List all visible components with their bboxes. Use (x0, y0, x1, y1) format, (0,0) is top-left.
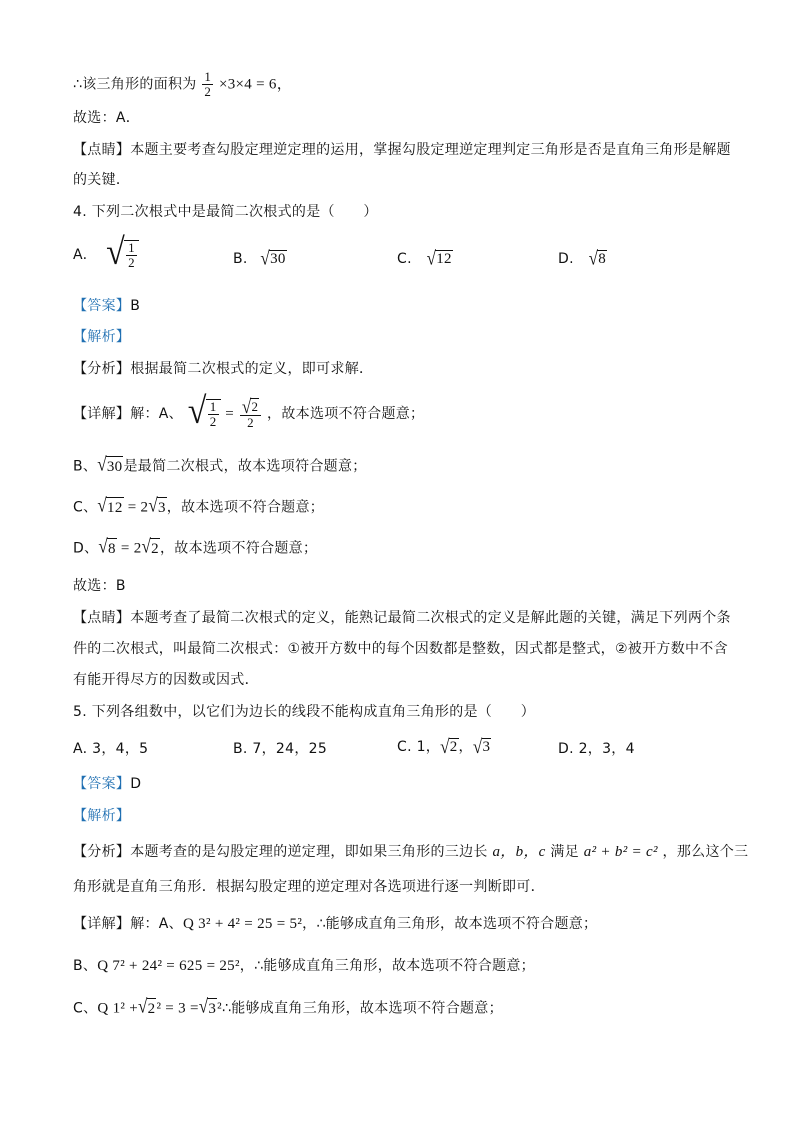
area-text: ∴该三角形的面积为 (73, 76, 197, 93)
sqrt-8 (98, 535, 116, 559)
sqrt-3 (472, 735, 491, 758)
radical-icon: √ (148, 494, 158, 517)
answer-tag: 【答案】 (73, 776, 131, 792)
side-variables: a，b，c (492, 844, 546, 860)
sqrt-12 (426, 247, 453, 270)
q5-option-a: A. 3，4，5 (73, 741, 149, 757)
radicand: 8 (598, 251, 607, 267)
radicand: 3 (157, 497, 167, 518)
radical-icon: √ (260, 247, 271, 270)
choice-a-line: 故选：A． (73, 110, 141, 126)
detail-4-d (73, 535, 318, 559)
detail-5-c (73, 995, 503, 1019)
detail-tail: ，∴能够成直角三角形，故本选项不符合题意； (302, 916, 598, 932)
detail-tail: ，故本选项不符合题意； (166, 499, 325, 516)
sqrt-2 (141, 535, 160, 559)
option-label: C. (397, 251, 412, 267)
radical-icon: √ (187, 391, 207, 432)
analysis-4: 【分析】根据最简二次根式的定义，即可求解． (73, 361, 374, 377)
sqrt-8 (588, 247, 607, 270)
radical-icon: √ (106, 232, 126, 273)
detail-4-a (73, 391, 425, 432)
detail-head: C、 (73, 1000, 98, 1017)
detail-5-b (73, 956, 535, 976)
radicand: 2 (147, 998, 157, 1019)
radical-icon: √ (137, 995, 148, 1018)
answer-4 (73, 296, 140, 316)
sqrt-30 (260, 247, 286, 270)
comment-4-line-3: 有能开得尽方的因数或因式． (73, 672, 259, 688)
detail-4-b (73, 453, 367, 477)
analysis-text: 满足 (550, 844, 580, 860)
detail-4-c (73, 494, 325, 518)
analysis-tag-5: 【解析】 (73, 808, 131, 824)
analysis-5-line-2: 角形就是直角三角形．根据勾股定理的逆定理对各选项进行逐一判断即可． (73, 879, 545, 895)
detail-head: B、 (73, 958, 98, 974)
pythagorean-equation: a² + b² = c² (583, 844, 658, 860)
fraction-denominator: 2 (128, 255, 135, 270)
detail-head: 【详解】解：A、 (73, 406, 183, 422)
detail-head: B、 (73, 458, 98, 475)
fraction-sqrt2-over-2 (240, 395, 261, 430)
detail-tail: ∴能够成直角三角形，故本选项不符合题意； (221, 1000, 503, 1017)
option-label: A. (73, 247, 88, 263)
choice-b-line: 故选：B (73, 578, 126, 594)
radicand: 3 (482, 739, 491, 755)
answer-value: B (130, 298, 141, 314)
analysis-text: 【分析】本题考查的是勾股定理的逆定理，即如果三角形的三边长 (73, 844, 488, 860)
radical-icon: √ (98, 535, 109, 558)
equals-sign: = (225, 406, 235, 422)
detail-equation: ² (217, 1000, 222, 1017)
q4-option-d (558, 247, 607, 270)
fraction-one-half (202, 70, 213, 99)
answer-tag: 【答案】 (73, 298, 131, 314)
detail-tail: ，故本选项不符合题意； (267, 406, 425, 422)
question-4: 4. 下列二次根式中是最简二次根式的是（ ） (73, 204, 378, 220)
separator: ， (458, 739, 473, 755)
option-label: B. (233, 251, 248, 267)
q4-option-c (397, 247, 453, 270)
radicand: 30 (270, 251, 286, 267)
area-result-line (73, 70, 292, 99)
radical-icon: √ (426, 247, 437, 270)
radical-icon: √ (472, 735, 483, 758)
radicand: 3 (207, 998, 217, 1019)
detail-head: C、 (73, 499, 98, 516)
option-head: C. 1， (397, 739, 441, 755)
fraction-denominator: 2 (204, 84, 212, 99)
detail-tail: 是最简二次根式，故本选项符合题意； (123, 458, 367, 475)
option-label: D. (558, 251, 574, 267)
detail-head: D、 (73, 540, 99, 557)
radicand: 2 (251, 399, 259, 414)
sqrt-12 (97, 494, 123, 518)
q5-option-c (397, 736, 491, 756)
area-expression: ×3×4 = 6， (218, 76, 293, 93)
detail-tail: ，故本选项不符合题意； (159, 540, 318, 557)
q5-option-b: B. 7，24，25 (233, 741, 328, 757)
comment-line-2: 的关键． (73, 172, 131, 188)
answer-value: D (130, 776, 142, 792)
radical-icon: √ (588, 247, 599, 270)
equals-expression: = 2 (116, 540, 142, 557)
comment-line-1: 【点睛】本题主要考查勾股定理逆定理的运用，掌握勾股定理逆定理判定三角形是否是直角三角形是解题 (73, 142, 731, 158)
answer-5 (73, 774, 141, 794)
radicand: 12 (436, 251, 452, 267)
q5-option-d: D. 2，3，4 (558, 741, 635, 757)
detail-equation: Q 1² + (97, 1000, 138, 1017)
detail-tail: ，∴能够成直角三角形，故本选项不符合题意； (239, 958, 535, 974)
radicand: 12 (106, 497, 124, 518)
radical-icon: √ (198, 995, 209, 1018)
sqrt-half (187, 391, 221, 432)
fraction-numerator: 1 (128, 240, 135, 255)
radical-icon: √ (241, 395, 252, 418)
comment-4-line-1: 【点睛】本题考查了最简二次根式的定义，能熟记最简二次根式的定义是解此题的关键，满足下列两个条 (73, 610, 731, 626)
radicand: 2 (150, 538, 160, 559)
detail-equation: Q 3² + 4² = 25 = 5² (182, 916, 303, 932)
fraction-denominator: 2 (209, 414, 217, 429)
radicand: 8 (107, 538, 117, 559)
q4-option-b (233, 247, 287, 270)
fraction-numerator: 1 (204, 69, 212, 84)
radical-icon: √ (97, 453, 107, 476)
sqrt-half (106, 232, 139, 273)
sqrt-3 (148, 494, 166, 518)
q4-option-a (73, 232, 139, 273)
sqrt-30 (97, 453, 123, 477)
analysis-5-line-1 (73, 842, 748, 862)
sqrt-3 (198, 995, 217, 1019)
detail-equation: Q 7² + 24² = 625 = 25² (97, 958, 240, 974)
analysis-tag-4: 【解析】 (73, 329, 131, 345)
comment-4-line-2: 件的二次根式，叫最简二次根式：①被开方数中的每个因数都是整数，因式都是整式，②被开方数中不含 (73, 641, 728, 657)
question-5: 5. 下列各组数中，以它们为边长的线段不能构成直角三角形的是（ ） (73, 704, 536, 720)
detail-head: 【详解】解：A、 (73, 916, 183, 932)
detail-5-a (73, 914, 597, 934)
sqrt-2 (440, 735, 458, 758)
fraction-denominator: 2 (247, 415, 254, 430)
radical-icon: √ (141, 535, 152, 558)
radicand: 30 (106, 456, 124, 477)
radical-icon: √ (440, 735, 450, 758)
fraction-numerator: 1 (209, 399, 217, 414)
radical-icon: √ (97, 494, 108, 517)
equals-expression: = 2 (123, 499, 149, 516)
detail-equation: ² = 3 = (156, 1000, 199, 1017)
sqrt-2 (137, 995, 156, 1019)
radicand: 2 (449, 739, 458, 755)
analysis-text: ，那么这个三 (662, 844, 749, 860)
